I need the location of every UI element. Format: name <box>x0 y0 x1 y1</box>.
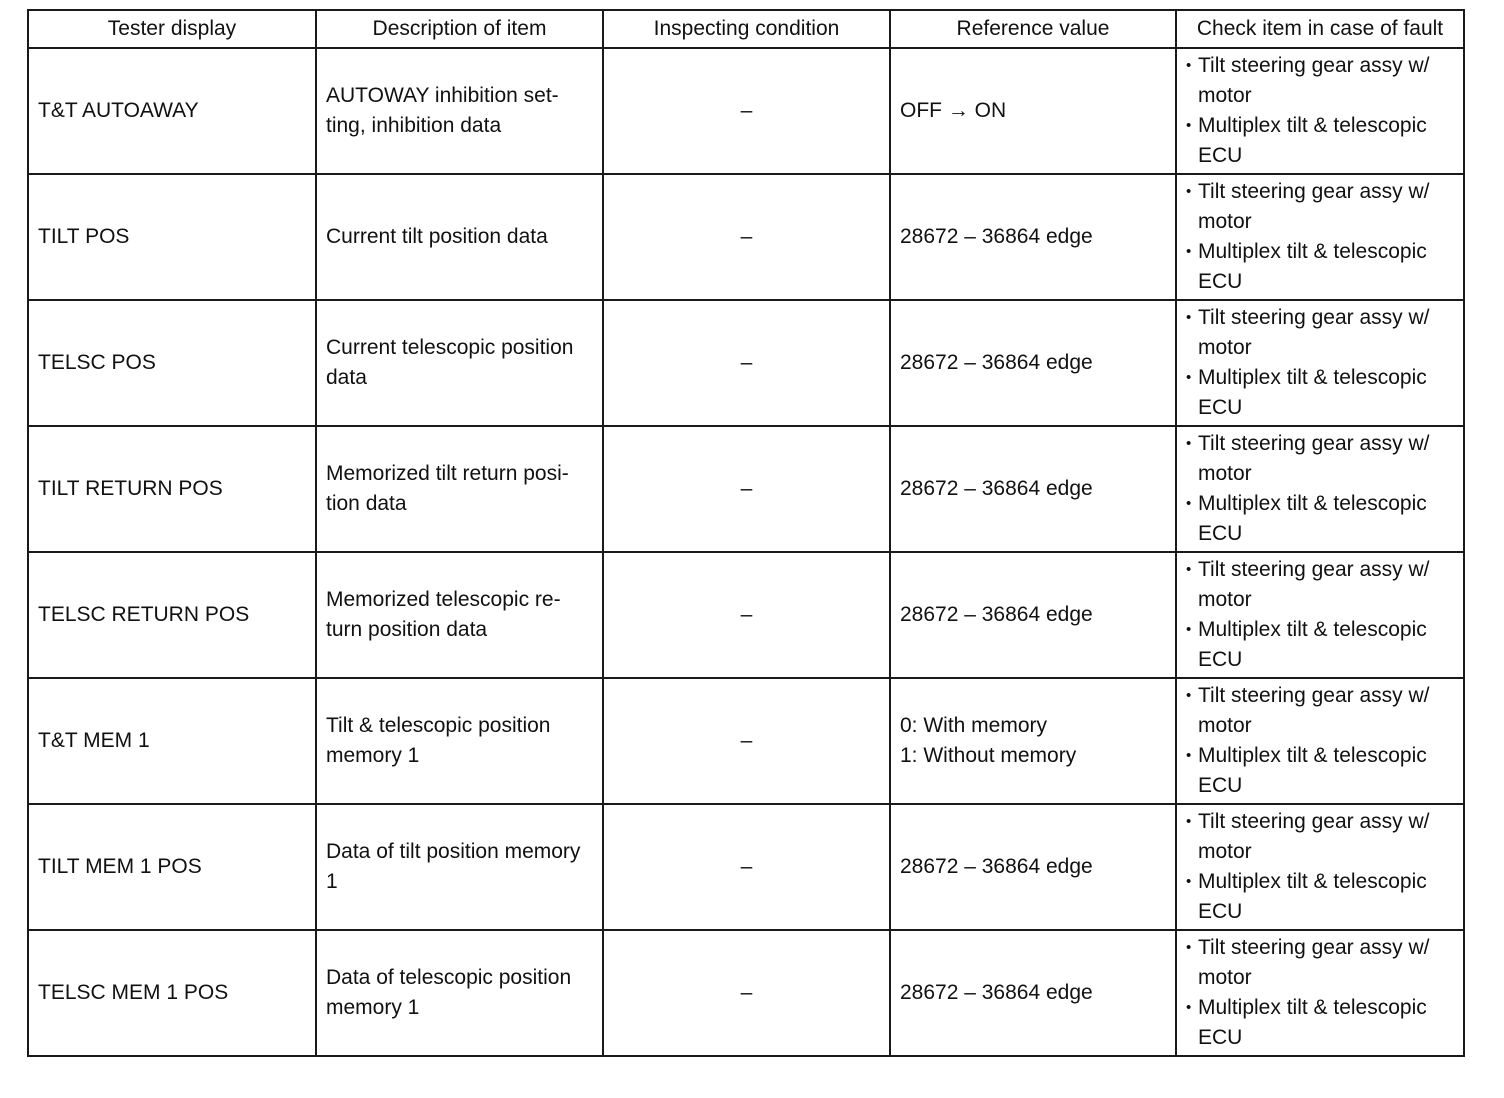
bullet-icon: • <box>1186 561 1192 578</box>
check-item-line: ECU <box>1198 144 1243 167</box>
table-row <box>28 48 1464 174</box>
check-item-text <box>1198 51 1452 111</box>
check-item <box>1186 363 1454 423</box>
cell-reference-value <box>890 174 1176 300</box>
cell-tester-display: TILT MEM 1 POS <box>28 804 316 930</box>
check-item <box>1186 303 1454 363</box>
table-row <box>28 678 1464 804</box>
header-row <box>28 10 1464 48</box>
check-item-line: motor <box>1198 714 1252 737</box>
table-row <box>28 426 1464 552</box>
reference-line: 1: Without memory <box>900 744 1077 767</box>
check-item <box>1186 993 1454 1053</box>
cell-check-item <box>1176 552 1464 678</box>
cell-check-item <box>1176 48 1464 174</box>
cell-reference-value <box>890 678 1176 804</box>
check-item-line: motor <box>1198 84 1252 107</box>
cell-tester-display: TELSC POS <box>28 300 316 426</box>
cell-description <box>316 48 603 174</box>
description-line: memory 1 <box>326 744 420 767</box>
check-item <box>1186 51 1454 111</box>
cell-inspecting-condition: – <box>603 174 890 300</box>
cell-description <box>316 804 603 930</box>
cell-description <box>316 174 603 300</box>
check-item-line: Tilt steering gear assy w/ <box>1198 432 1430 455</box>
cell-tester-display: TILT POS <box>28 174 316 300</box>
cell-description <box>316 426 603 552</box>
check-item-line: ECU <box>1198 648 1243 671</box>
bullet-icon: • <box>1186 117 1192 134</box>
cell-check-item <box>1176 804 1464 930</box>
reference-line: 28672 – 36864 edge <box>900 603 1093 626</box>
check-item-text <box>1198 429 1452 489</box>
check-item <box>1186 111 1454 171</box>
bullet-icon: • <box>1186 999 1192 1016</box>
check-item-line: Multiplex tilt & telescopic <box>1198 996 1427 1019</box>
check-item-line: Multiplex tilt & telescopic <box>1198 114 1427 137</box>
reference-line: 28672 – 36864 edge <box>900 351 1093 374</box>
check-item <box>1186 237 1454 297</box>
check-item-line: Tilt steering gear assy w/ <box>1198 936 1430 959</box>
table-row <box>28 930 1464 1056</box>
check-item-line: Multiplex tilt & telescopic <box>1198 744 1427 767</box>
check-item-line: ECU <box>1198 900 1243 923</box>
check-item-line: Tilt steering gear assy w/ <box>1198 558 1430 581</box>
bullet-icon: • <box>1186 495 1192 512</box>
bullet-icon: • <box>1186 939 1192 956</box>
check-item <box>1186 177 1454 237</box>
check-item-line: ECU <box>1198 1026 1243 1049</box>
check-item-text <box>1198 489 1452 549</box>
table-row <box>28 300 1464 426</box>
cell-inspecting-condition: – <box>603 552 890 678</box>
cell-inspecting-condition: – <box>603 426 890 552</box>
header-inspecting-condition: Inspecting condition <box>603 10 890 48</box>
cell-reference-value <box>890 426 1176 552</box>
reference-line: 28672 – 36864 edge <box>900 981 1093 1004</box>
bullet-icon: • <box>1186 687 1192 704</box>
bullet-icon: • <box>1186 873 1192 890</box>
check-item-text <box>1198 933 1452 993</box>
cell-inspecting-condition: – <box>603 930 890 1056</box>
check-item-line: ECU <box>1198 522 1243 545</box>
reference-line: OFF → ON <box>900 99 1007 122</box>
bullet-icon: • <box>1186 435 1192 452</box>
description-line: Tilt & telescopic position <box>326 714 551 737</box>
description-line: Current telescopic position <box>326 336 574 359</box>
cell-tester-display: TELSC RETURN POS <box>28 552 316 678</box>
reference-line: 0: With memory <box>900 714 1048 737</box>
check-item-line: ECU <box>1198 396 1243 419</box>
cell-check-item <box>1176 300 1464 426</box>
check-item-line: Tilt steering gear assy w/ <box>1198 684 1430 707</box>
check-item-line: Tilt steering gear assy w/ <box>1198 306 1430 329</box>
cell-description <box>316 930 603 1056</box>
bullet-icon: • <box>1186 747 1192 764</box>
check-item-line: ECU <box>1198 270 1243 293</box>
check-item-text <box>1198 177 1452 237</box>
check-item <box>1186 555 1454 615</box>
check-item-text <box>1198 807 1452 867</box>
bullet-icon: • <box>1186 369 1192 386</box>
check-item <box>1186 933 1454 993</box>
description-line: memory 1 <box>326 996 420 1019</box>
check-item-text <box>1198 111 1452 171</box>
check-item-line: Tilt steering gear assy w/ <box>1198 810 1430 833</box>
check-item-line: Tilt steering gear assy w/ <box>1198 180 1430 203</box>
cell-check-item <box>1176 678 1464 804</box>
header-check-item: Check item in case of fault <box>1176 10 1464 48</box>
check-item-line: motor <box>1198 462 1252 485</box>
cell-tester-display: T&T MEM 1 <box>28 678 316 804</box>
cell-inspecting-condition: – <box>603 678 890 804</box>
check-item <box>1186 615 1454 675</box>
description-line: data <box>326 366 367 389</box>
check-item-line: Tilt steering gear assy w/ <box>1198 54 1430 77</box>
check-item-line: motor <box>1198 588 1252 611</box>
data-list-table <box>27 9 1465 1057</box>
description-line: Current tilt position data <box>326 225 548 248</box>
table-body <box>28 48 1464 1056</box>
check-item-text <box>1198 867 1452 927</box>
check-item-text <box>1198 741 1452 801</box>
cell-check-item <box>1176 930 1464 1056</box>
check-item-line: ECU <box>1198 774 1243 797</box>
bullet-icon: • <box>1186 243 1192 260</box>
table-row <box>28 804 1464 930</box>
reference-line: 28672 – 36864 edge <box>900 855 1093 878</box>
bullet-icon: • <box>1186 813 1192 830</box>
cell-reference-value <box>890 300 1176 426</box>
check-item-line: motor <box>1198 966 1252 989</box>
description-line: Data of tilt position memory <box>326 840 581 863</box>
cell-check-item <box>1176 174 1464 300</box>
cell-tester-display: T&T AUTOAWAY <box>28 48 316 174</box>
check-item-line: Multiplex tilt & telescopic <box>1198 492 1427 515</box>
check-item-line: Multiplex tilt & telescopic <box>1198 366 1427 389</box>
description-line: AUTOWAY inhibition set- <box>326 84 559 107</box>
description-line: Data of telescopic position <box>326 966 572 989</box>
table-row <box>28 552 1464 678</box>
check-item-text <box>1198 555 1452 615</box>
cell-check-item <box>1176 426 1464 552</box>
check-item-line: motor <box>1198 210 1252 233</box>
check-item <box>1186 807 1454 867</box>
reference-line: 28672 – 36864 edge <box>900 477 1093 500</box>
cell-description <box>316 300 603 426</box>
check-item-line: motor <box>1198 840 1252 863</box>
check-item <box>1186 741 1454 801</box>
check-item <box>1186 429 1454 489</box>
header-tester-display: Tester display <box>28 10 316 48</box>
bullet-icon: • <box>1186 309 1192 326</box>
description-line: ting, inhibition data <box>326 114 502 137</box>
description-line: Memorized telescopic re- <box>326 588 561 611</box>
check-item <box>1186 681 1454 741</box>
check-item-text <box>1198 993 1452 1053</box>
cell-inspecting-condition: – <box>603 300 890 426</box>
header-description: Description of item <box>316 10 603 48</box>
check-item-text <box>1198 681 1452 741</box>
cell-reference-value <box>890 930 1176 1056</box>
check-item-text <box>1198 237 1452 297</box>
cell-reference-value <box>890 804 1176 930</box>
cell-description <box>316 552 603 678</box>
cell-tester-display: TELSC MEM 1 POS <box>28 930 316 1056</box>
cell-reference-value <box>890 48 1176 174</box>
check-item-text <box>1198 303 1452 363</box>
cell-reference-value <box>890 552 1176 678</box>
description-line: tion data <box>326 492 407 515</box>
check-item-line: motor <box>1198 336 1252 359</box>
cell-inspecting-condition: – <box>603 804 890 930</box>
check-item-line: Multiplex tilt & telescopic <box>1198 870 1427 893</box>
bullet-icon: • <box>1186 57 1192 74</box>
check-item <box>1186 489 1454 549</box>
description-line: 1 <box>326 870 338 893</box>
cell-inspecting-condition: – <box>603 48 890 174</box>
check-item-text <box>1198 615 1452 675</box>
description-line: turn position data <box>326 618 488 641</box>
cell-description <box>316 678 603 804</box>
check-item-line: Multiplex tilt & telescopic <box>1198 240 1427 263</box>
check-item <box>1186 867 1454 927</box>
bullet-icon: • <box>1186 621 1192 638</box>
cell-tester-display: TILT RETURN POS <box>28 426 316 552</box>
check-item-line: Multiplex tilt & telescopic <box>1198 618 1427 641</box>
table-header <box>28 10 1464 48</box>
description-line: Memorized tilt return posi- <box>326 462 569 485</box>
table-row <box>28 174 1464 300</box>
reference-line: 28672 – 36864 edge <box>900 225 1093 248</box>
header-reference-value: Reference value <box>890 10 1176 48</box>
bullet-icon: • <box>1186 183 1192 200</box>
check-item-text <box>1198 363 1452 423</box>
